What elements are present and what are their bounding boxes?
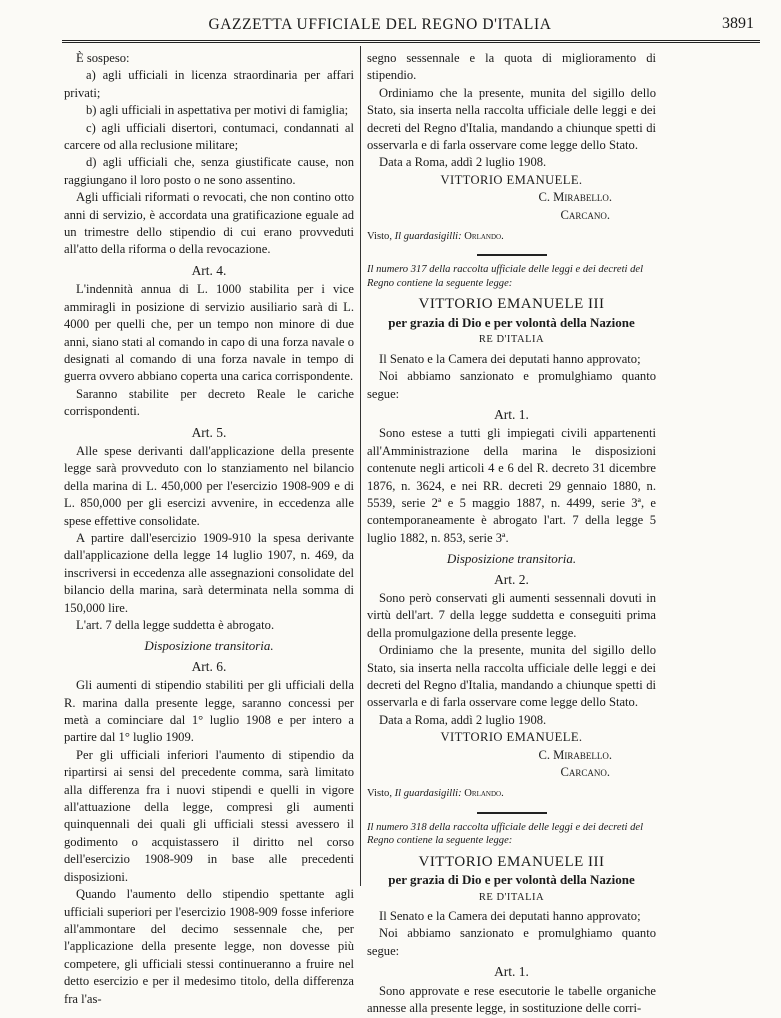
- king-title: VITTORIO EMANUELE III: [418, 296, 605, 313]
- king-title: VITTORIO EMANUELE III: [418, 853, 605, 870]
- visto-name: Orlando.: [464, 788, 504, 800]
- grazia-line: per grazia di Dio e per volontà della Nazione: [388, 872, 635, 888]
- paragraph: Ordiniamo che la presente, munita del sigillo dello Stato, sia inserta nella raccolta ufficiale delle leggi e dei decreti del Regno d'Italia, mandando a chiunque spetti di osservarla e di farla osservare come legge dello Stato.: [367, 643, 656, 710]
- law-intro: Il numero 318 della raccolta ufficiale delle leggi e dei decreti del Regno contiene la seguente legge:: [367, 821, 644, 847]
- article-heading: Art. 6.: [191, 658, 227, 674]
- list-item: c) agli ufficiali disertori, contumaci, condannati al carcere od alla reclusione militare;: [64, 120, 354, 153]
- paragraph: L'indennità annua di L. 1000 stabilita per i vice ammiragli in posizione di servizio ausiliario sarà di L. 4000 per quelli che, per un tempo non minore di due anni, siano stati al comando in capo di una forza navale o designati al comando di una forza navale in tempo di guerra ovvero abbiano coperta una carica corrispondente.: [64, 282, 354, 384]
- law-intro: Il numero 317 della raccolta ufficiale delle leggi e dei decreti del Regno contiene la seguente legge:: [367, 264, 644, 289]
- visto-label: Visto,: [367, 231, 392, 243]
- paragraph: segno sessennale e la quota di miglioramento di stipendio.: [367, 51, 656, 83]
- visto-label: Visto,: [367, 788, 392, 800]
- left-column: [64, 50, 354, 1008]
- paragraph: Agli ufficiali riformati o revocati, che non contino otto anni di servizio, è accordata una gratificazione eguale ad un trimestre dello stipendio di cui erano provveduti all'atto della riforma o della revocazione.: [64, 190, 354, 257]
- paragraph: A partire dall'esercizio 1909-910 la spesa derivante dall'applicazione della legge 14 luglio 1907, n. 469, da inscriversi in eccedenza alle assegnazioni consolidate del bilancio della marina, sarà determinata nella somma di 150,000 lire.: [64, 530, 354, 615]
- minister-signature: Carcano.: [560, 765, 610, 780]
- gazette-title: GAZZETTA UFFICIALE DEL REGNO D'ITALIA: [208, 16, 552, 33]
- header-rule: [62, 40, 760, 43]
- article-heading: Art. 4.: [191, 262, 227, 278]
- paragraph: Sono estese a tutti gli impiegati civili appartenenti all'Amministrazione della marina le disposizioni contenute negli articoli 4 e 6 del R. decreto 31 dicembre 1876, n. 3624, e nei RR. decreti 29 gennaio 1880, n. 5539, serie 2ª e 5 maggio 1887, n. 4499, serie 3ª, e contemporaneamente è abrogato l'art. 7 della legge 5 luglio 1882, n. 853, serie 3ª.: [367, 426, 656, 545]
- column-divider: [360, 46, 361, 886]
- paragraph: Sono approvate e rese esecutorie le tabelle organiche annesse alla presente legge, in sostituzione delle corri-: [367, 983, 656, 1016]
- article-heading: Art. 1.: [494, 406, 529, 422]
- paragraph: Per gli ufficiali inferiori l'aumento di stipendio da ripartirsi ai sensi del precedente comma, sarà limitato alla differenza fra i nuovi stipendi e quelli in vigore all'attuazione della legge, compresi gli aumenti quinquennali dei quali gli ufficiali stessi avessero il godimento o acquistassero il diritto nel corso dell'esercizio 1908-909 in base alle precedenti disposizioni.: [64, 747, 354, 884]
- minister-signature: Carcano.: [560, 207, 610, 222]
- list-item: b) agli ufficiali in aspettativa per motivi di famiglia;: [86, 103, 349, 118]
- grazia-line: per grazia di Dio e per volontà della Nazione: [388, 314, 635, 330]
- section-separator: [477, 254, 547, 256]
- paragraph: Saranno stabilite per decreto Reale le cariche corrispondenti.: [64, 386, 354, 419]
- page-header: [60, 10, 760, 36]
- article-heading: Art. 2.: [494, 571, 529, 587]
- paragraph: Noi abbiamo sanzionato e promulghiamo quanto segue:: [367, 926, 656, 958]
- paragraph: Il Senato e la Camera dei deputati hanno approvato;: [379, 909, 641, 924]
- visto-name: Orlando.: [464, 231, 504, 243]
- transitional-heading: Disposizione transitoria.: [446, 551, 577, 567]
- visto-role: Il guardasigilli:: [394, 788, 462, 800]
- king-signature: VITTORIO EMANUELE.: [440, 730, 583, 745]
- section-separator: [477, 812, 547, 814]
- paragraph: Noi abbiamo sanzionato e promulghiamo quanto segue:: [367, 369, 656, 401]
- paragraph: È sospeso:: [76, 51, 130, 65]
- article-heading: Art. 1.: [494, 964, 529, 980]
- king-signature: VITTORIO EMANUELE.: [440, 172, 583, 187]
- date-line: Data a Roma, addì 2 luglio 1908.: [379, 155, 547, 170]
- paragraph: Gli aumenti di stipendio stabiliti per gli ufficiali della R. marina dalla presente legge, saranno concessi per metà a cominciare dal 1° luglio 1908 e per intero a partire dal 1° luglio 1909.: [64, 678, 354, 745]
- visto-line: [367, 785, 656, 802]
- paragraph: Alle spese derivanti dall'applicazione della presente legge sarà provveduto con lo stanziamento nel bilancio della marina di L. 450,000 per l'esercizio 1908-909 e di L. 850,000 per gli esercizi avvenire, in eccedenza alle spese effettive consolidate.: [64, 443, 354, 528]
- visto-role: Il guardasigilli:: [394, 231, 462, 243]
- right-column: [367, 50, 656, 1018]
- list-item: d) agli ufficiali che, senza giustificate cause, non raggiungano il loro posto o ne sono assentino.: [64, 155, 354, 187]
- paragraph: Ordiniamo che la presente, munita del sigillo dello Stato, sia inserta nella raccolta ufficiale delle leggi e dei decreti del Regno d'Italia, mandando a chiunque spetti di osservarla e di farla osservare come legge dello Stato.: [367, 85, 656, 153]
- re-line: RE D'ITALIA: [478, 891, 545, 903]
- paragraph: L'art. 7 della legge suddetta è abrogato.: [76, 618, 275, 632]
- re-line: RE D'ITALIA: [478, 334, 545, 346]
- minister-signature: C. Mirabello.: [538, 747, 612, 762]
- page-number: 3891: [722, 15, 754, 32]
- minister-signature: C. Mirabello.: [538, 190, 612, 205]
- paragraph: Sono però conservati gli aumenti sessennali dovuti in virtù dell'art. 7 della legge suddetta e conseguiti prima della promulgazione della presente legge.: [367, 590, 656, 640]
- visto-line: [367, 228, 656, 245]
- list-item: a) agli ufficiali in licenza straordinaria per affari privati;: [64, 68, 354, 100]
- transitional-heading: Disposizione transitoria.: [144, 638, 274, 654]
- date-line: Data a Roma, addì 2 luglio 1908.: [379, 712, 547, 727]
- paragraph: Quando l'aumento dello stipendio spettante agli ufficiali superiori per l'esercizio 1908-909 fosse inferiore all'ammontare del decimo sessennale che, per l'applicazione della presente legge, non dovesse più competere, gli ufficiali stessi continueranno a fruire nel detto esercizio e per il medesimo titolo, della differenza fra l'as-: [64, 887, 354, 1006]
- article-heading: Art. 5.: [191, 424, 227, 440]
- paragraph: Il Senato e la Camera dei deputati hanno approvato;: [379, 351, 641, 366]
